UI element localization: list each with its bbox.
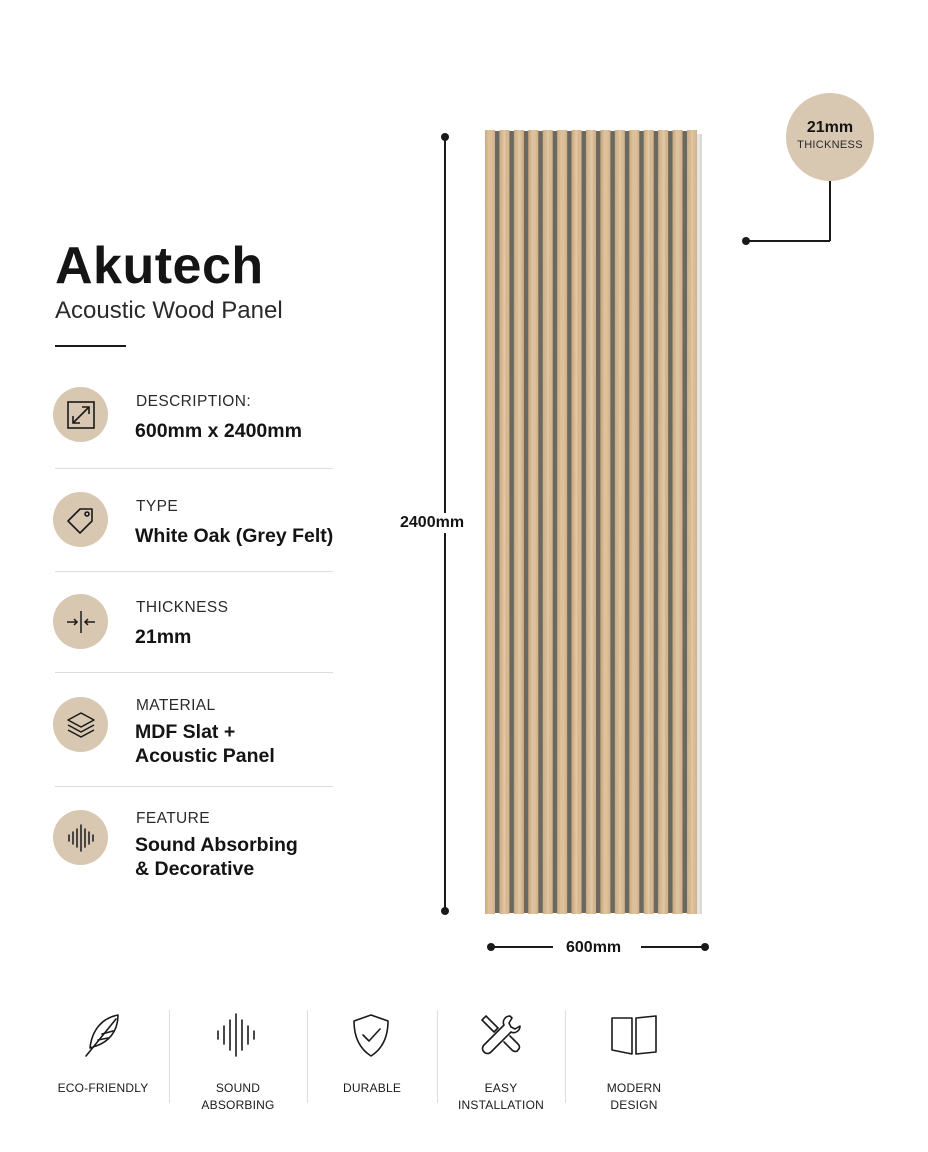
spec-divider [55, 672, 333, 673]
feature-separator [169, 1010, 170, 1103]
feature-label-eco-friendly: ECO-FRIENDLY [57, 1081, 149, 1095]
height-dimension-top-dot [441, 133, 449, 141]
spec-divider [55, 571, 333, 572]
wood-grain [673, 130, 683, 914]
wood-grain [514, 130, 524, 914]
width-dimension-line-left [491, 946, 553, 948]
feature-separator [437, 1010, 438, 1103]
thickness-callout [786, 93, 874, 181]
spec-value-feature-line1: Sound Absorbing [135, 834, 298, 856]
spec-label-type: TYPE [136, 498, 179, 515]
feature-label-sound-absorbing: SOUND ABSORBING [201, 1081, 275, 1112]
width-dimension-left-dot [487, 943, 495, 951]
resize-icon [53, 387, 108, 442]
width-dimension-label: 600mm [566, 939, 622, 956]
wood-grain [615, 130, 625, 914]
wood-grain [485, 130, 495, 914]
wood-grain [600, 130, 610, 914]
spec-label-thickness: THICKNESS [136, 599, 229, 616]
feather-icon [78, 1010, 128, 1060]
thickness-callout-value: 21mm [806, 119, 854, 136]
spec-value-description: 600mm x 2400mm [135, 420, 302, 442]
thickness-leader-dot [742, 237, 750, 245]
thickness-icon [53, 594, 108, 649]
feature-durable [346, 1010, 396, 1060]
thickness-callout-label: THICKNESS [797, 139, 863, 151]
width-dimension-right-dot [701, 943, 709, 951]
spec-divider [55, 468, 333, 469]
product-subtitle: Acoustic Wood Panel [55, 297, 283, 324]
feature-modern-design [609, 1010, 659, 1060]
wood-grain [557, 130, 567, 914]
door-panel-icon [609, 1010, 659, 1060]
spec-value-feature-line2: & Decorative [135, 858, 255, 880]
wood-grain [644, 130, 654, 914]
wood-grain [687, 130, 697, 914]
feature-easy-installation [476, 1010, 526, 1060]
spec-value-material-line2: Acoustic Panel [135, 745, 275, 767]
brand-title: Akutech [55, 237, 264, 295]
spec-value-material-line1: MDF Slat + [135, 721, 236, 743]
wood-grain [572, 130, 582, 914]
feature-separator [307, 1010, 308, 1103]
feature-label-easy-installation: EASY INSTALLATION [458, 1081, 544, 1112]
layers-icon [53, 697, 108, 752]
sound-wave-icon [53, 810, 108, 865]
feature-label-modern-design: MODERN DESIGN [606, 1081, 662, 1112]
spec-divider [55, 786, 333, 787]
width-dimension-line-right [641, 946, 705, 948]
sound-wave-icon [213, 1010, 263, 1060]
height-dimension-bottom-dot [441, 907, 449, 915]
thickness-leader-vertical [829, 181, 831, 241]
wood-grain [499, 130, 509, 914]
feature-eco-friendly [78, 1010, 128, 1060]
wood-grain [528, 130, 538, 914]
wood-grain [629, 130, 639, 914]
thickness-leader-horizontal [746, 240, 830, 242]
wood-grain [658, 130, 668, 914]
spec-label-material: MATERIAL [136, 697, 216, 714]
shield-check-icon [346, 1010, 396, 1060]
feature-label-durable: DURABLE [342, 1081, 402, 1095]
tag-icon [53, 492, 108, 547]
acoustic-panel-image [480, 128, 706, 918]
title-divider [55, 345, 126, 347]
tools-icon [476, 1010, 526, 1060]
wood-grain [543, 130, 553, 914]
feature-sound-absorbing [213, 1010, 263, 1060]
spec-value-thickness: 21mm [135, 626, 192, 648]
spec-label-description: DESCRIPTION: [136, 393, 252, 410]
wood-grain [586, 130, 596, 914]
spec-value-type: White Oak (Grey Felt) [135, 525, 334, 547]
height-dimension-label: 2400mm [400, 514, 465, 531]
spec-label-feature: FEATURE [136, 810, 210, 827]
feature-separator [565, 1010, 566, 1103]
